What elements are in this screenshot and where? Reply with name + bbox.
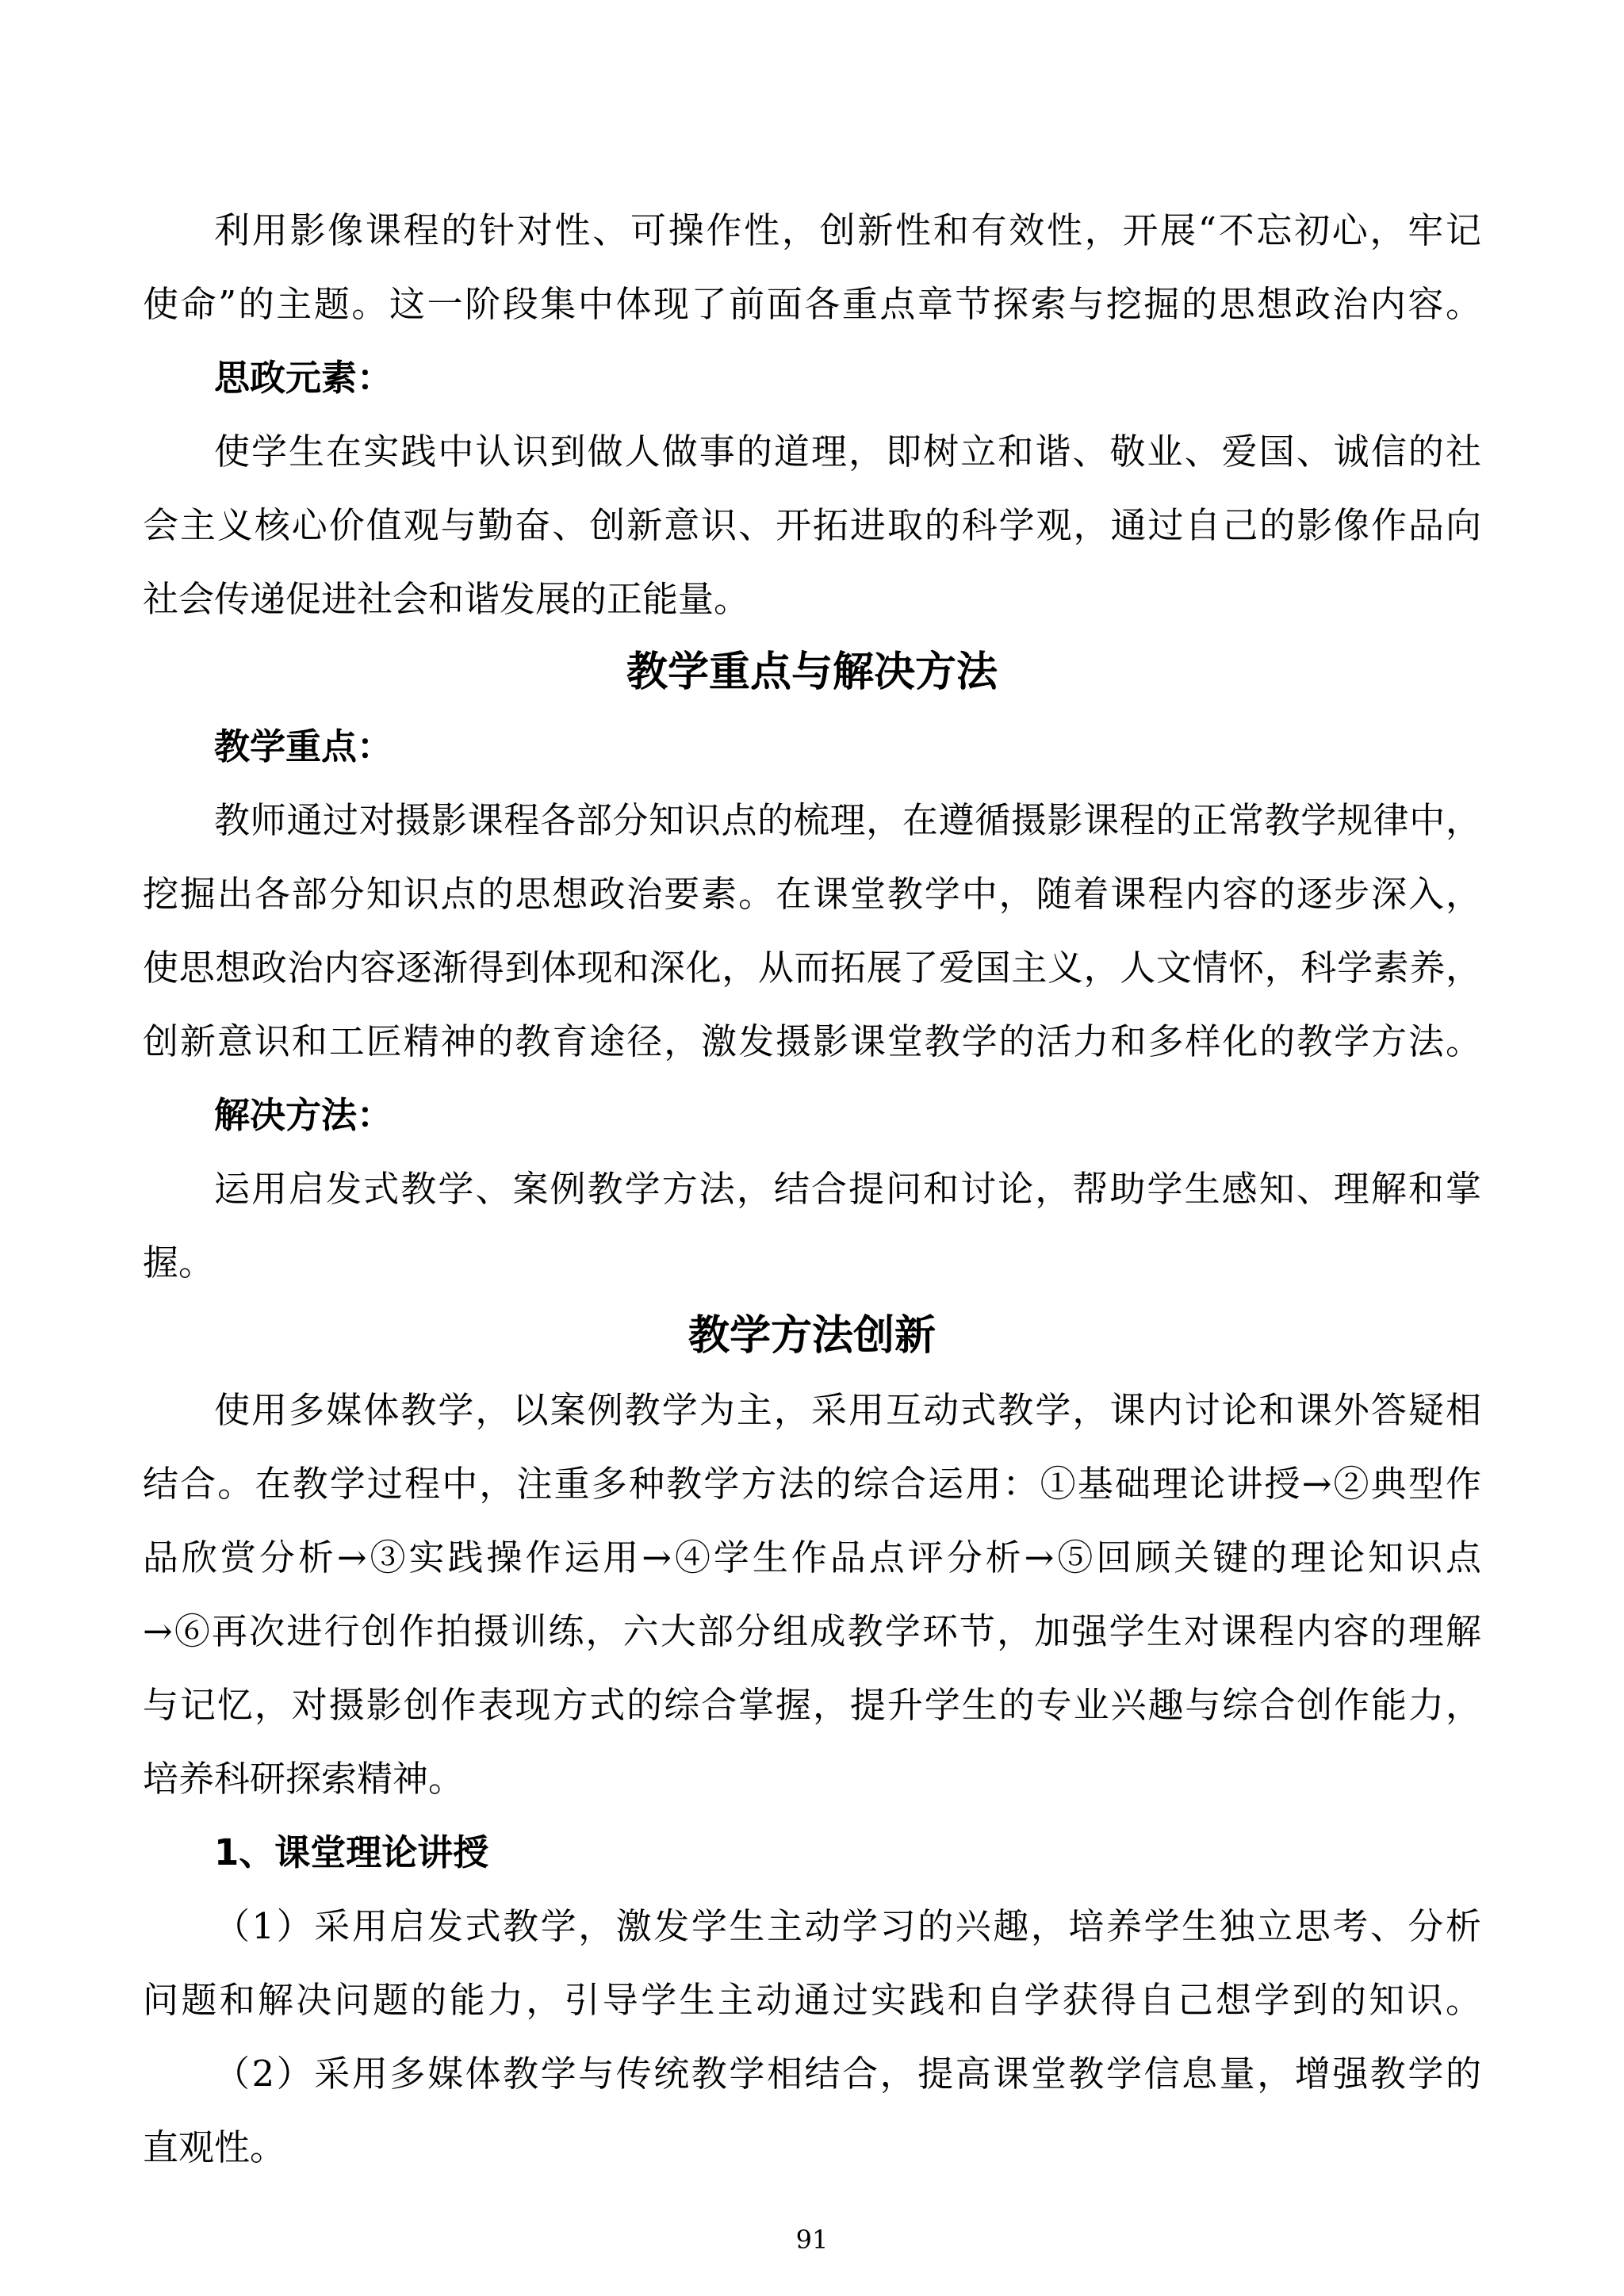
paragraph-line: 会主义核心价值观与勤奋、创新意识、开拓进取的科学观，通过自己的影像作品向 xyxy=(143,504,1481,546)
label-classroom-theory-teaching: 1、课堂理论讲授 xyxy=(214,1831,489,1873)
paragraph-line: 创新意识和工匠精神的教育途径，激发摄影课堂教学的活力和多样化的教学方法。 xyxy=(143,1020,1481,1062)
paragraph-line: 使学生在实践中认识到做人做事的道理，即树立和谐、敬业、爱国、诚信的社 xyxy=(214,430,1481,473)
paragraph-line: →⑥再次进行创作拍摄训练，六大部分组成教学环节，加强学生对课程内容的理解 xyxy=(143,1610,1481,1652)
paragraph-line: 直观性。 xyxy=(143,2126,286,2168)
label-solution-method: 解决方法： xyxy=(214,1094,393,1136)
paragraph-line: 使命”的主题。这一阶段集中体现了前面各重点章节探索与挖掘的思想政治内容。 xyxy=(143,283,1481,325)
paragraph-line: 运用启发式教学、案例教学方法，结合提问和讨论，帮助学生感知、理解和掌 xyxy=(214,1168,1481,1210)
paragraph-line: 结合。在教学过程中，注重多种教学方法的综合运用：①基础理论讲授→②典型作 xyxy=(143,1463,1481,1505)
paragraph-line: 挖掘出各部分知识点的思想政治要素。在课堂教学中，随着课程内容的逐步深入， xyxy=(143,873,1481,915)
paragraph-line: （2）采用多媒体教学与传统教学相结合，提高课堂教学信息量，增强教学的 xyxy=(214,2053,1481,2095)
paragraph-line: 握。 xyxy=(143,1242,215,1284)
label-ideology-elements: 思政元素： xyxy=(214,357,393,399)
paragraph-line: 利用影像课程的针对性、可操作性，创新性和有效性，开展“不忘初心，牢记 xyxy=(214,209,1481,251)
heading-teaching-method-innovation: 教学方法创新 xyxy=(688,1312,936,1360)
paragraph-line: 教师通过对摄影课程各部分知识点的梳理，在遵循摄影课程的正常教学规律中， xyxy=(214,799,1481,841)
label-teaching-focus: 教学重点： xyxy=(214,725,393,767)
paragraph-line: 与记忆，对摄影创作表现方式的综合掌握，提升学生的专业兴趣与综合创作能力， xyxy=(143,1684,1481,1726)
paragraph-line: 培养科研探索精神。 xyxy=(143,1758,465,1800)
paragraph-line: 使思想政治内容逐渐得到体现和深化，从而拓展了爱国主义，人文情怀，科学素养， xyxy=(143,947,1481,989)
paragraph-line: 品欣赏分析→③实践操作运用→④学生作品点评分析→⑤回顾关键的理论知识点 xyxy=(143,1536,1481,1578)
paragraph-line: 社会传递促进社会和谐发展的正能量。 xyxy=(143,578,750,620)
page-number: 91 xyxy=(795,2225,829,2255)
document-body xyxy=(143,193,1481,2184)
heading-teaching-focus-and-solutions: 教学重点与解决方法 xyxy=(626,649,998,696)
paragraph-line: 使用多媒体教学，以案例教学为主，采用互动式教学，课内讨论和课外答疑相 xyxy=(214,1389,1481,1431)
paragraph-line: 问题和解决问题的能力，引导学生主动通过实践和自学获得自己想学到的知识。 xyxy=(143,1979,1481,2021)
paragraph-line: （1）采用启发式教学，激发学生主动学习的兴趣，培养学生独立思考、分析 xyxy=(214,1905,1481,1947)
